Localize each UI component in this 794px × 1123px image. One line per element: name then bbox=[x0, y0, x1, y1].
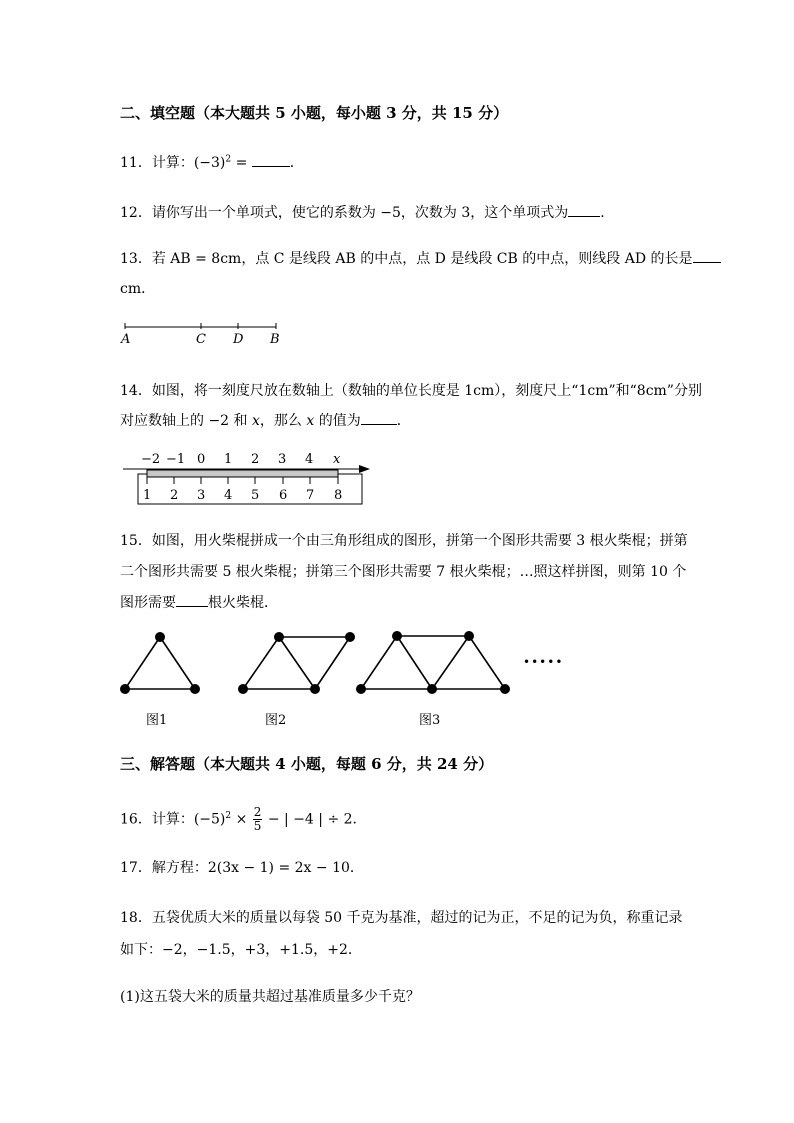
q11-prefix: 11．计算： bbox=[120, 155, 194, 171]
label-a: A bbox=[121, 332, 131, 347]
axis-label-neg2: −2 bbox=[141, 452, 161, 467]
q14-text-a: 对应数轴上的 −2 和 bbox=[120, 413, 252, 429]
q11-exponent: 2 bbox=[225, 154, 232, 165]
q16-prefix: 16．计算：(−5) bbox=[120, 811, 226, 828]
section-heading-fill-blank: 二、填空题（本大题共 5 小题，每小题 3 分，共 15 分） bbox=[120, 104, 509, 122]
q16-rest: − | −4 | ÷ 2． bbox=[263, 811, 367, 828]
axis-label-0: 0 bbox=[197, 452, 206, 467]
q14-text-b: ，那么 bbox=[259, 413, 307, 429]
answer-blank bbox=[693, 250, 721, 263]
q17-equation: 2(3x − 1) = 2x − 10 bbox=[207, 860, 350, 876]
label-b: B bbox=[270, 332, 280, 347]
q16-times: × bbox=[231, 811, 252, 828]
question-11 bbox=[120, 152, 304, 172]
section-heading-solve: 三、解答题（本大题共 4 小题，每题 6 分，共 24 分） bbox=[120, 755, 494, 773]
question-15-line2: 二个图形共需要 5 根火柴棍；拼第三个图形共需要 7 根火柴棍；…照这样拼图，则第 10 个 bbox=[120, 564, 687, 580]
fraction-denominator: 5 bbox=[253, 819, 262, 834]
q17-end: ． bbox=[349, 860, 364, 876]
question-15-line1: 15．如图，用火柴棍拼成一个由三角形组成的图形，拼第一个图形共需要 3 根火柴棍；拼第 bbox=[120, 533, 688, 549]
ruler-ticks bbox=[147, 477, 338, 484]
question-15-line3 bbox=[120, 592, 278, 612]
ruler-bar bbox=[147, 470, 338, 477]
axis-label-3: 3 bbox=[278, 452, 287, 467]
fraction-numerator: 2 bbox=[253, 805, 262, 820]
q12-text: 12．请你写出一个单项式，使它的系数为 −5，次数为 3，这个单项式为 bbox=[120, 205, 569, 221]
question-13-line2: cm． bbox=[120, 281, 156, 297]
figure-label-3: 图3 bbox=[419, 713, 441, 728]
q14-end: ． bbox=[396, 413, 411, 429]
continuation-dots: ••••• bbox=[523, 655, 564, 669]
figure-label-2: 图2 bbox=[265, 713, 287, 728]
label-d: D bbox=[233, 332, 244, 347]
answer-blank bbox=[176, 594, 208, 607]
question-14-line1: 14．如图，将一刻度尺放在数轴上（数轴的单位长度是 1cm），刻度尺上“1cm”和“8cm”分别 bbox=[120, 383, 702, 399]
figure-3-lines bbox=[361, 636, 505, 689]
matchstick-figures bbox=[118, 630, 568, 730]
axis-label-neg1: −1 bbox=[166, 452, 186, 467]
question-16 bbox=[120, 800, 367, 832]
question-17 bbox=[120, 857, 364, 877]
figure-label-1: 图1 bbox=[146, 713, 168, 728]
q14-var-x: x bbox=[252, 413, 260, 429]
ruler-label-5: 5 bbox=[251, 488, 260, 503]
q11-equals: = bbox=[231, 155, 252, 171]
segment-figure bbox=[120, 320, 280, 346]
answer-blank bbox=[361, 412, 397, 425]
ruler-label-2: 2 bbox=[170, 488, 179, 503]
question-18-part1: (1)这五袋大米的质量共超过基准质量多少千克？ bbox=[120, 989, 420, 1005]
axis-label-4: 4 bbox=[305, 452, 314, 467]
figure-2-lines bbox=[243, 637, 350, 689]
answer-blank bbox=[252, 154, 290, 167]
axis-label-1: 1 bbox=[224, 452, 233, 467]
answer-blank bbox=[568, 204, 600, 217]
q14-var-x-2: x bbox=[306, 413, 315, 429]
arrow-head bbox=[359, 465, 370, 473]
ruler-label-8: 8 bbox=[334, 488, 343, 503]
q13-text: 13．若 AB = 8cm，点 C 是线段 AB 的中点，点 D 是线段 CB 的中点，则线段 AD 的长是 bbox=[120, 251, 693, 267]
question-13-line1 bbox=[120, 248, 721, 268]
q11-end: ． bbox=[289, 155, 304, 171]
q15-text-a: 图形需要 bbox=[120, 595, 176, 611]
q16-fraction bbox=[253, 806, 263, 833]
q17-prefix: 17．解方程： bbox=[120, 860, 208, 876]
axis-label-x: x bbox=[333, 452, 341, 467]
question-14-line2 bbox=[120, 410, 411, 430]
q16-exponent: 2 bbox=[225, 811, 232, 821]
q12-end: . bbox=[600, 205, 605, 221]
ruler-label-1: 1 bbox=[143, 488, 152, 503]
q14-text-c: 的值为 bbox=[314, 413, 361, 429]
figure-1-lines bbox=[125, 637, 195, 689]
ruler-label-4: 4 bbox=[224, 488, 233, 503]
figure-1-nodes bbox=[120, 632, 200, 694]
q11-base: (−3) bbox=[193, 155, 226, 171]
ruler-number-line-figure bbox=[118, 448, 378, 512]
ruler-label-3: 3 bbox=[197, 488, 206, 503]
question-12 bbox=[120, 202, 605, 222]
ruler-label-6: 6 bbox=[279, 488, 288, 503]
ruler-label-7: 7 bbox=[306, 488, 315, 503]
q15-text-b: 根火柴棍． bbox=[208, 595, 278, 611]
question-18-line2: 如下：−2，−1.5，+3，+1.5，+2． bbox=[120, 942, 362, 958]
question-18-line1: 18．五袋优质大米的质量以每袋 50 千克为基准，超过的记为正，不足的记为负，称重记录 bbox=[120, 910, 683, 926]
label-c: C bbox=[196, 332, 206, 347]
axis-label-2: 2 bbox=[251, 452, 260, 467]
